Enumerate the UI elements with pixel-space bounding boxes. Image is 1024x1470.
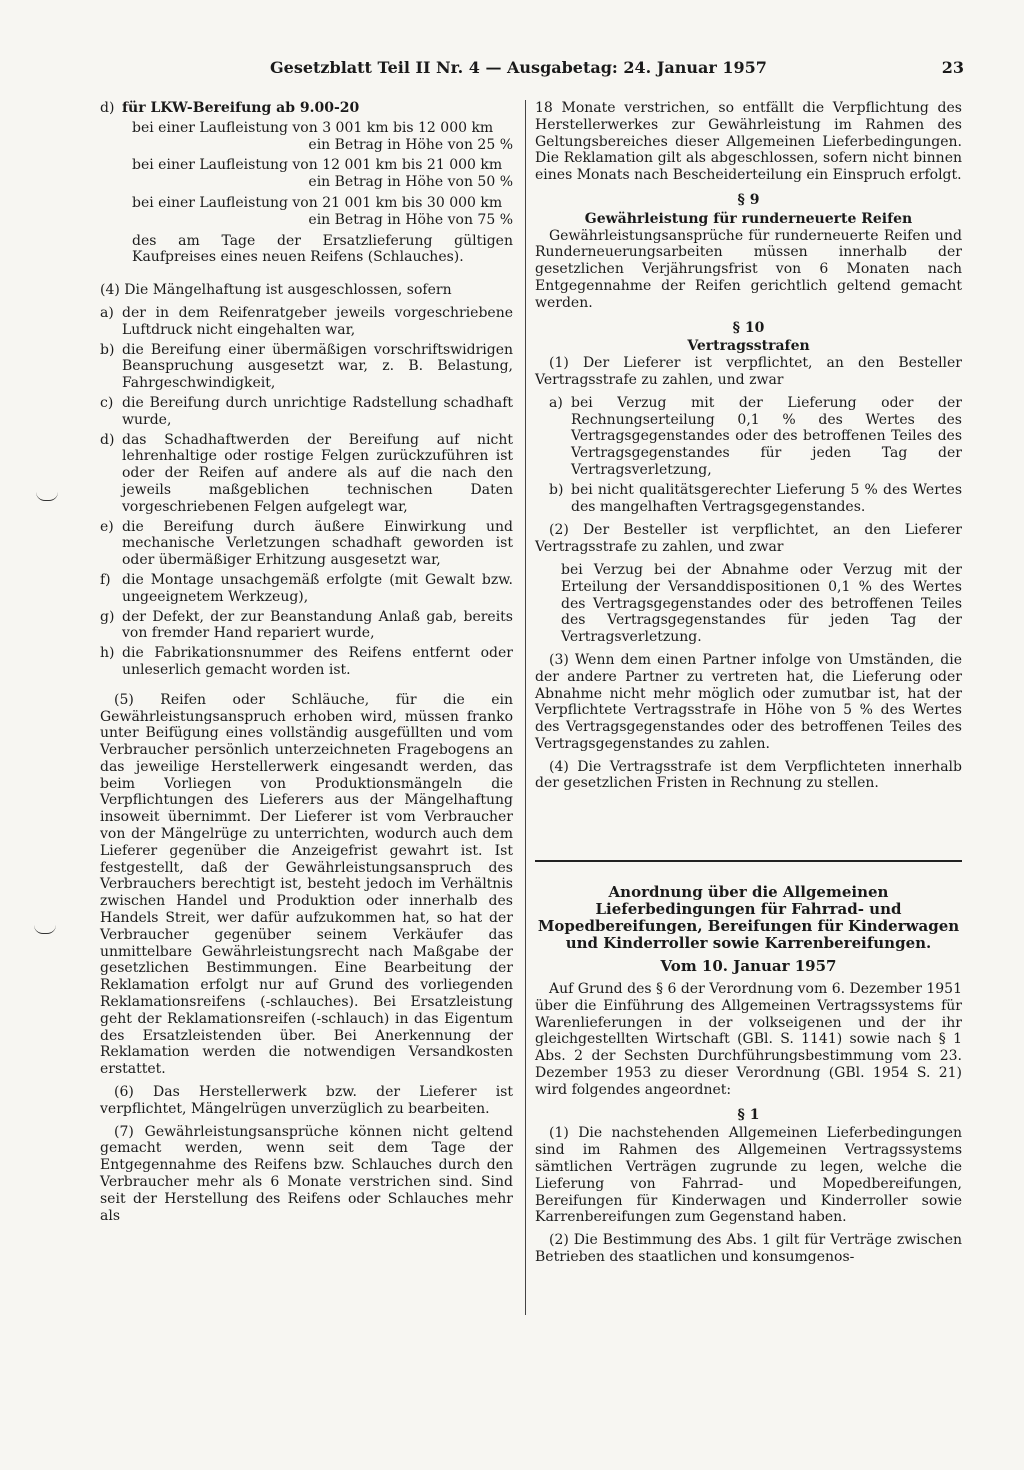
p4-item-e: [100, 519, 513, 569]
section-10-p2: (2) Der Besteller ist verpflichtet, an den Lieferer Vertragsstrafe zu zahlen, und zwar: [535, 522, 962, 556]
continuation-text: 18 Monate verstrichen, so entfällt die Verpflichtung des Herstellerwerkes zur Gewährleistung im Rahmen des Geltungsbereiches dieser Allgemeinen Lieferbedingungen. Die Reklamation gilt als abgeschlossen, sofern nicht binnen eines Monats nach Bescheiderteilung ein Einspruch erfolgt.: [535, 100, 962, 184]
anordnung-date: Vom 10. Januar 1957: [660, 957, 837, 975]
anordnung-title: Anordnung über die Allgemeinen Lieferbedingungen für Fahrrad- und Mopedbereifungen, Bereifungen für Kinderwagen und Kinderroller sowie Karrenbereifungen.: [537, 883, 960, 952]
p4-item-text: das Schadhaftwerden der Bereifung auf nicht lehrenhaltige oder rostige Felgen zurückzuführen ist oder der Reifen auf andere als auf die nach den jeweils maßgeblichen technischen Daten vorgeschriebenen Felgen aufgelegt war,: [122, 431, 513, 515]
left-column: [100, 100, 513, 1230]
section-10-p2-block: bei Verzug bei der Abnahme oder Verzug mit der Erteilung der Versanddispositionen 0,1 % des Wertes des Vertragsgegenstandes oder des betroffenen Teiles des Vertragsgegenstandes für jeden Tag der Vertragsverletzung.: [561, 561, 962, 646]
column-divider: [525, 100, 526, 1315]
p4-item-label: d): [100, 431, 115, 448]
p4-item-h: [100, 645, 513, 679]
section-1-p2: (2) Die Bestimmung des Abs. 1 gilt für Verträge zwischen Betrieben des staatlichen und konsumgenos-: [535, 1232, 962, 1265]
page-number: 23: [941, 58, 964, 77]
section-10-title: Vertragsstrafen: [687, 338, 810, 355]
section-9-title: Gewährleistung für runderneuerte Reifen: [584, 210, 913, 227]
d-heading-text: für LKW-Bereifung ab 9.00-20: [122, 100, 360, 116]
section-divider: [535, 860, 962, 862]
d-lines: [132, 120, 513, 266]
section-9-text: Gewährleistungsansprüche für runderneuerte Reifen und Runderneuerungsarbeiten müssen innerhalb der gesetzlichen Verjährungsfrist von 6 Monaten nach Entgegennahme der Reifen gerichtlich geltend gemacht werden.: [535, 227, 962, 311]
s10-item-text: bei Verzug mit der Lieferung oder der Rechnungserteilung 0,1 % des Wertes des Vertragsgegenstandes oder des betroffenen Teiles des Vertragsgegenstandes für jeden Tag der Vertragsverletzung,: [571, 394, 962, 478]
d-line-2b: ein Betrag in Höhe von 50 %: [308, 174, 513, 191]
header-title: Gesetzblatt Teil II Nr. 4 — Ausgabetag: 24. Januar 1957: [270, 58, 767, 77]
d-line-2a: bei einer Laufleistung von 12 001 km bis 21 000 km: [132, 157, 503, 174]
p4-item-text: die Bereifung einer übermäßigen vorschriftswidrigen Beanspruchung ausgesetzt war, z. B. Belastung, Fahrgeschwindigkeit,: [122, 341, 513, 392]
p4-intro: (4) Die Mängelhaftung ist ausgeschlossen, sofern: [100, 282, 452, 299]
p4-item-label: b): [100, 341, 115, 358]
p4-item-label: e): [100, 518, 114, 535]
p4-item-g: [100, 609, 513, 643]
d-line-1a: bei einer Laufleistung von 3 001 km bis 12 000 km: [132, 119, 494, 136]
p4-item-a: [100, 305, 513, 339]
section-1-sign: § 1: [737, 1106, 760, 1123]
d-heading: [100, 100, 513, 117]
p4-item-d: [100, 432, 513, 516]
p4-item-text: die Fabrikationsnummer des Reifens entfernt oder unleserlich gemacht worden ist.: [122, 645, 513, 678]
paragraph-7: (7) Gewährleistungsansprüche können nicht geltend gemacht werden, wenn seit dem Tage der Entgegennahme des Reifens bzw. Schlauches durch den Verbraucher mehr als 6 Monate verstrichen sind. Sind seit der Herstellung des Reifens oder Schlauches mehr als: [100, 1123, 513, 1224]
s10-item-label: b): [549, 481, 564, 498]
p4-item-b: [100, 342, 513, 392]
s10-item-label: a): [549, 394, 563, 411]
section-1-p1: (1) Die nachstehenden Allgemeinen Lieferbedingungen sind im Rahmen des Allgemeinen Vertragssystems sämtlichen Verträgen zugrunde zu legen, welche die Lieferung von Fahrrad- und Mopedbereifungen, Bereifungen für Kinderwagen und Kinderroller sowie Karrenbereifungen zum Gegenstand haben.: [535, 1125, 962, 1226]
s10-item-text: bei nicht qualitätsgerechter Lieferung 5 % des Wertes des mangelhaften Vertragsgegenstandes.: [571, 481, 962, 515]
p4-item-label: f): [100, 571, 111, 588]
d-heading-label: d): [100, 100, 115, 116]
p4-item-label: h): [100, 645, 115, 662]
anordnung-block: [535, 884, 962, 1272]
section-10-p3: (3) Wenn dem einen Partner infolge von Umständen, die der andere Partner zu vertreten hat, die Lieferung oder Abnahme nicht mehr möglich oder zumutbar ist, hat der Verpflichtete Vertragsstrafe in Höhe von 5 % des Wertes des Vertragsgegenstandes oder des betroffenen Teiles des Vertragsgegenstandes zu zahlen.: [535, 651, 962, 752]
right-column: [535, 100, 962, 798]
paragraph-6: (6) Das Herstellerwerk bzw. der Lieferer ist verpflichtet, Mängelrügen unverzüglich zu bearbeiten.: [100, 1084, 513, 1117]
p4-item-label: c): [100, 394, 114, 411]
p4-item-text: die Montage unsachgemäß erfolgte (mit Gewalt bzw. ungeeignetem Werkzeug),: [122, 571, 513, 605]
p4-item-label: g): [100, 608, 115, 625]
section-9-sign: § 9: [737, 191, 760, 208]
d-tail: des am Tage der Ersatzlieferung gültigen Kaufpreises eines neuen Reifens (Schlauches).: [132, 232, 513, 266]
page-header: [270, 58, 964, 77]
p4-item-text: die Bereifung durch unrichtige Radstellung schadhaft wurde,: [122, 394, 513, 428]
p4-item-text: die Bereifung durch äußere Einwirkung und mechanische Verletzungen schadhaft geworden ist oder übermäßiger Erhitzung ausgesetzt war,: [122, 518, 513, 569]
d-line-3a: bei einer Laufleistung von 21 001 km bis 30 000 km: [132, 194, 503, 211]
d-line-1b: ein Betrag in Höhe von 25 %: [308, 136, 513, 153]
p4-item-text: der Defekt, der zur Beanstandung Anlaß gab, bereits von fremder Hand repariert wurde,: [122, 608, 513, 642]
section-10-p1: (1) Der Lieferer ist verpflichtet, an den Besteller Vertragsstrafe zu zahlen, und zwar: [535, 355, 962, 388]
p4-item-label: a): [100, 304, 114, 321]
anordnung-intro: Auf Grund des § 6 der Verordnung vom 6. Dezember 1951 über die Einführung des Allgemeinen Vertragssystems für Warenlieferungen in der volkseigenen und der ihr gleichgestellten Wirtschaft (GBl. S. 1141) sowie nach § 1 Abs. 2 der Sechsten Durchführungsbestimmung vom 23. Dezember 1953 zu dieser Verordnung (GBl. 1954 S. 21) wird folgendes angeordnet:: [535, 981, 962, 1098]
paragraph-5: (5) Reifen oder Schläuche, für die ein Gewährleistungsanspruch erhoben wird, müssen franko unter Beifügung eines vollständig ausgefüllten und vom Verbraucher persönlich unterzeichneten Fragebogens an das jeweilige Herstellerwerk eingesandt werden, das beim Vorliegen von Produktionsmängeln die Verpflichtungen des Lieferers aus der Mängelhaftung insoweit übernimmt. Der Lieferer ist vom Verbraucher von der Mängelrüge zu unterrichten, wodurch auch dem Lieferer gegenüber die Anzeigefrist gewahrt ist. Ist festgestellt, daß der Gewährleistungsanspruch des Verbrauchers berechtigt ist, besteht jedoch im Verhältnis zwischen Handel und Produktion oder innerhalb des Handels Streit, wer dafür aufzukommen hat, so hat der Verbraucher gegenüber seinem Verkäufer das unmittelbare Gewährleistungsrecht nach Maßgabe der gesetzlichen Bestimmungen. Eine Bearbeitung der Reklamation erfolgt nur auf Grund des vorliegenden Reklamationsreifens (-schlauches). Bei Ersatzleistung geht der Reklamationsreifen (-schlauch) in das Eigentum des Ersatzleistenden über. Bei Anerkennung der Reklamation werden die notwendigen Versandkosten erstattet.: [100, 691, 513, 1078]
d-line-3b: ein Betrag in Höhe von 75 %: [308, 211, 513, 228]
s10-item-b: [549, 482, 962, 516]
p4-item-text: der in dem Reifenratgeber jeweils vorgeschriebene Luftdruck nicht eingehalten war,: [122, 304, 513, 338]
section-10-p4: (4) Die Vertragsstrafe ist dem Verpflichteten innerhalb der gesetzlichen Fristen in Rechnung zu stellen.: [535, 758, 962, 792]
margin-mark: [34, 925, 56, 934]
margin-mark: [36, 492, 58, 501]
p4-item-c: [100, 395, 513, 429]
p4-item-f: [100, 572, 513, 606]
section-10-sign: § 10: [732, 319, 765, 336]
s10-item-a: [549, 395, 962, 479]
